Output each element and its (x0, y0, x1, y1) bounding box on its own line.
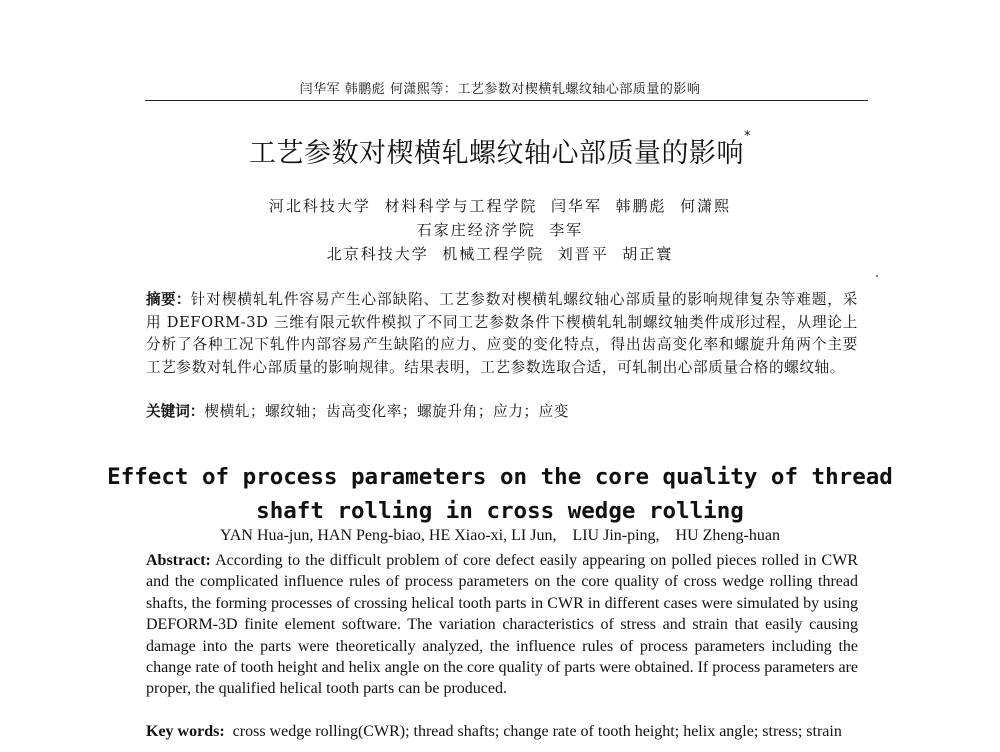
title-en-line-2: shaft rolling in cross wedge rolling (256, 498, 744, 524)
running-head: 闫华军 韩鹏彪 何潇熙等：工艺参数对楔横轧螺纹轴心部质量的影响 (299, 82, 701, 97)
keywords-en-text: cross wedge rolling(CWR); thread shafts; change rate of tooth height; helix angle; stress; strain (232, 723, 842, 740)
keywords-en-label: Key words: (146, 723, 225, 740)
abstract-cn-text: 针对楔横轧轧件容易产生心部缺陷、工艺参数对楔横轧螺纹轴心部质量的影响规律复杂等难题，采用 DEFORM-3D 三维有限元软件模拟了不同工艺参数条件下楔横轧轧制螺纹轴类件成形过程，从理论上分析了各种工况下轧件内部容易产生缺陷的应力、应变的变化特点，得出齿高变化率和螺旋升角两个主要工艺参数对轧件心部质量的影响规律。结果表明，工艺参数选取合适，可轧制出心部质量合格的螺纹轴。 (146, 291, 858, 376)
header-rule (145, 100, 868, 101)
abstract-cn-label: 摘要： (146, 291, 191, 308)
abstract-en (146, 550, 858, 700)
scan-speck (876, 275, 878, 277)
affiliation-line-3: 北京科技大学 机械工程学院 刘晋平 胡正寰 (326, 245, 674, 263)
affiliation-line-2: 石家庄经济学院 李军 (416, 221, 584, 239)
abstract-cn (146, 289, 858, 379)
keywords-cn-label: 关键词： (146, 403, 205, 420)
abstract-en-text: According to the difficult problem of core defect easily appearing on polled pieces rolled in CWR and the complicated influence rules of process parameters on the core quality of cross wedge rolling thread shafts, the forming processes of crossing helical tooth parts in CWR in different cases were simulated by using DEFORM-3D finite element software. The variation characteristics of stress and strain that easily causing damage into the parts were theoretically analyzed, the influence rules of process parameters including the change rate of tooth height and helix angle on the core quality of parts were obtained. If process parameters are proper, the qualified helical tooth parts can be produced. (146, 552, 859, 698)
keywords-en (146, 721, 858, 742)
keywords-cn-text: 楔横轧；螺纹轴；齿高变化率；螺旋升角；应力；应变 (204, 403, 570, 420)
title-footnote-mark: * (744, 129, 751, 144)
title-en-line-1: Effect of process parameters on the core quality of thread (107, 464, 893, 490)
keywords-cn (146, 401, 858, 423)
page-title-cn (0, 131, 1000, 170)
page-title-en (0, 460, 1000, 528)
affiliation-line-1: 河北科技大学 材料科学与工程学院 闫华军 韩鹏彪 何潇熙 (268, 197, 732, 215)
authors-en: YAN Hua-jun, HAN Peng-biao, HE Xiao-xi, LI Jun, LIU Jin-ping, HU Zheng-huan (220, 527, 780, 544)
title-cn-text: 工艺参数对楔横轧螺纹轴心部质量的影响 (249, 138, 744, 169)
abstract-en-label: Abstract: (146, 552, 211, 569)
